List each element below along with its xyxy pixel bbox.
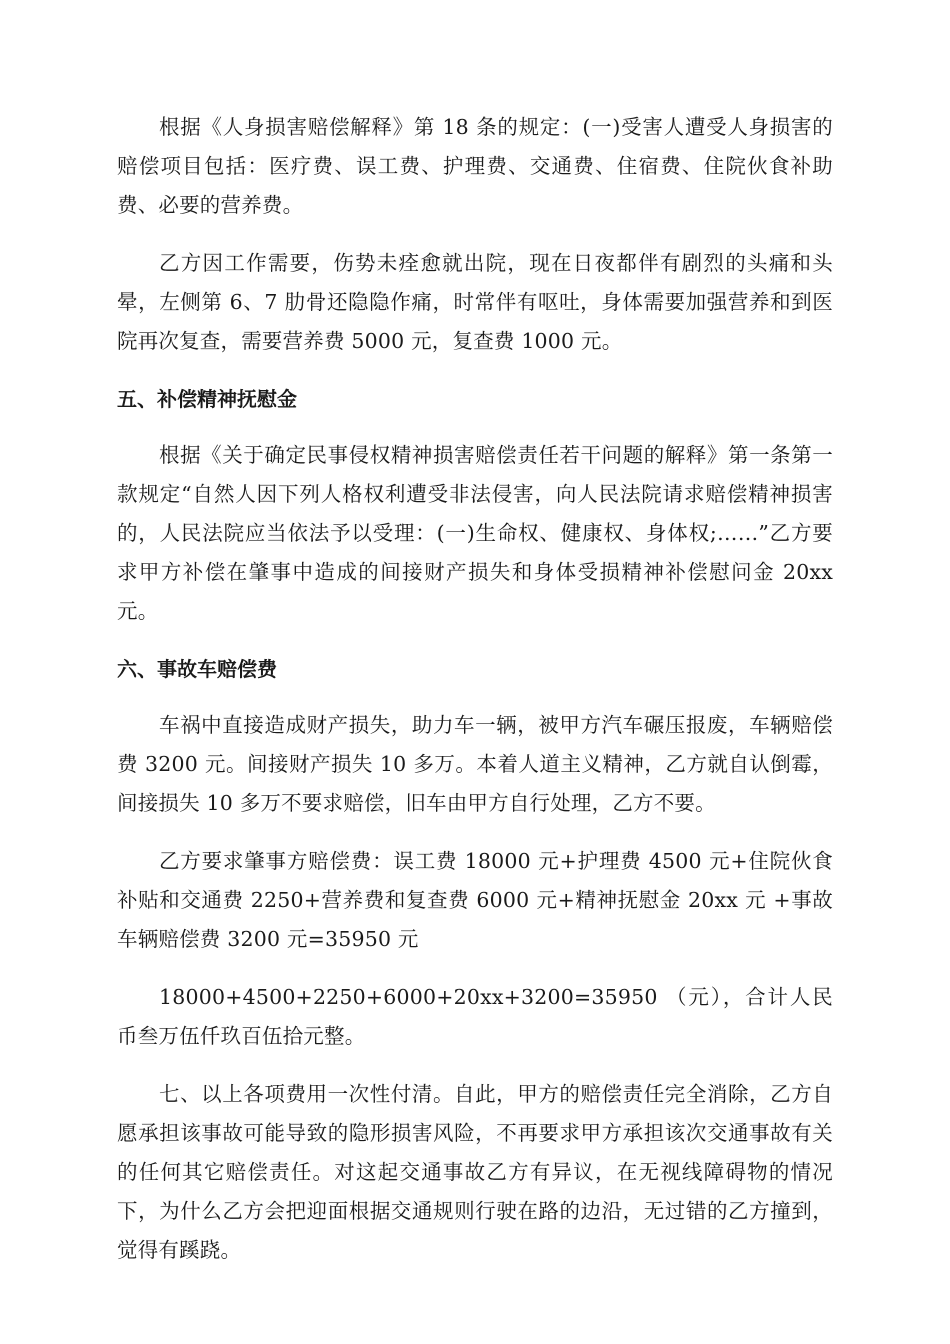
paragraph-sum-calculation: 18000+4500+2250+6000+20xx+3200=35950 （元），合计人民币叁万伍仟玖百伍拾元整。 xyxy=(117,985,833,1048)
paragraph-vehicle-loss: 车祸中直接造成财产损失，助力车一辆，被甲方汽车碾压报废，车辆赔偿费 3200 元。间接财产损失 10 多万。本着人道主义精神，乙方就自认倒霉，间接损失 10 多万不要求赔偿，旧车由甲方自行处理，乙方不要。 xyxy=(117,713,833,815)
paragraph-compensation-items: 根据《人身损害赔偿解释》第 18 条的规定：(一)受害人遭受人身损害的赔偿项目包括：医疗费、误工费、护理费、交通费、住宿费、住院伙食补助费、必要的营养费。 xyxy=(117,115,833,217)
paragraph-nutrition-fee: 乙方因工作需要，伤势未痊愈就出院，现在日夜都伴有剧烈的头痛和头晕，左侧第 6、7 肋骨还隐隐作痛，时常伴有呕吐，身体需要加强营养和到医院再次复查，需要营养费 5000 元，复查费 1000 元。 xyxy=(117,251,833,353)
paragraph-mental-damage: 根据《关于确定民事侵权精神损害赔偿责任若干问题的解释》第一条第一款规定“自然人因下列人格权利遭受非法侵害，向人民法院请求赔偿精神损害的，人民法院应当依法予以受理：(一)生命权、健康权、身体权;……”乙方要求甲方补偿在肇事中造成的间接财产损失和身体受损精神补偿慰问金 20xx 元。 xyxy=(117,443,833,623)
paragraph-one-time-payment: 七、以上各项费用一次性付清。自此，甲方的赔偿责任完全消除，乙方自愿承担该事故可能导致的隐形损害风险，不再要求甲方承担该次交通事故有关的任何其它赔偿责任。对这起交通事故乙方有异议，在无视线障碍物的情况下，为什么乙方会把迎面根据交通规则行驶在路的边沿，无过错的乙方撞到，觉得有蹊跷。 xyxy=(117,1082,833,1262)
section-heading-mental-compensation: 五、补偿精神抚慰金 xyxy=(117,387,297,411)
document-page xyxy=(117,108,833,1270)
paragraph-total-claim: 乙方要求肇事方赔偿费：误工费 18000 元+护理费 4500 元+住院伙食补贴和交通费 2250+营养费和复查费 6000 元+精神抚慰金 20xx 元 +事故车辆赔偿费 3200 元=35950 元 xyxy=(117,849,833,951)
section-heading-vehicle-compensation: 六、事故车赔偿费 xyxy=(117,657,277,681)
